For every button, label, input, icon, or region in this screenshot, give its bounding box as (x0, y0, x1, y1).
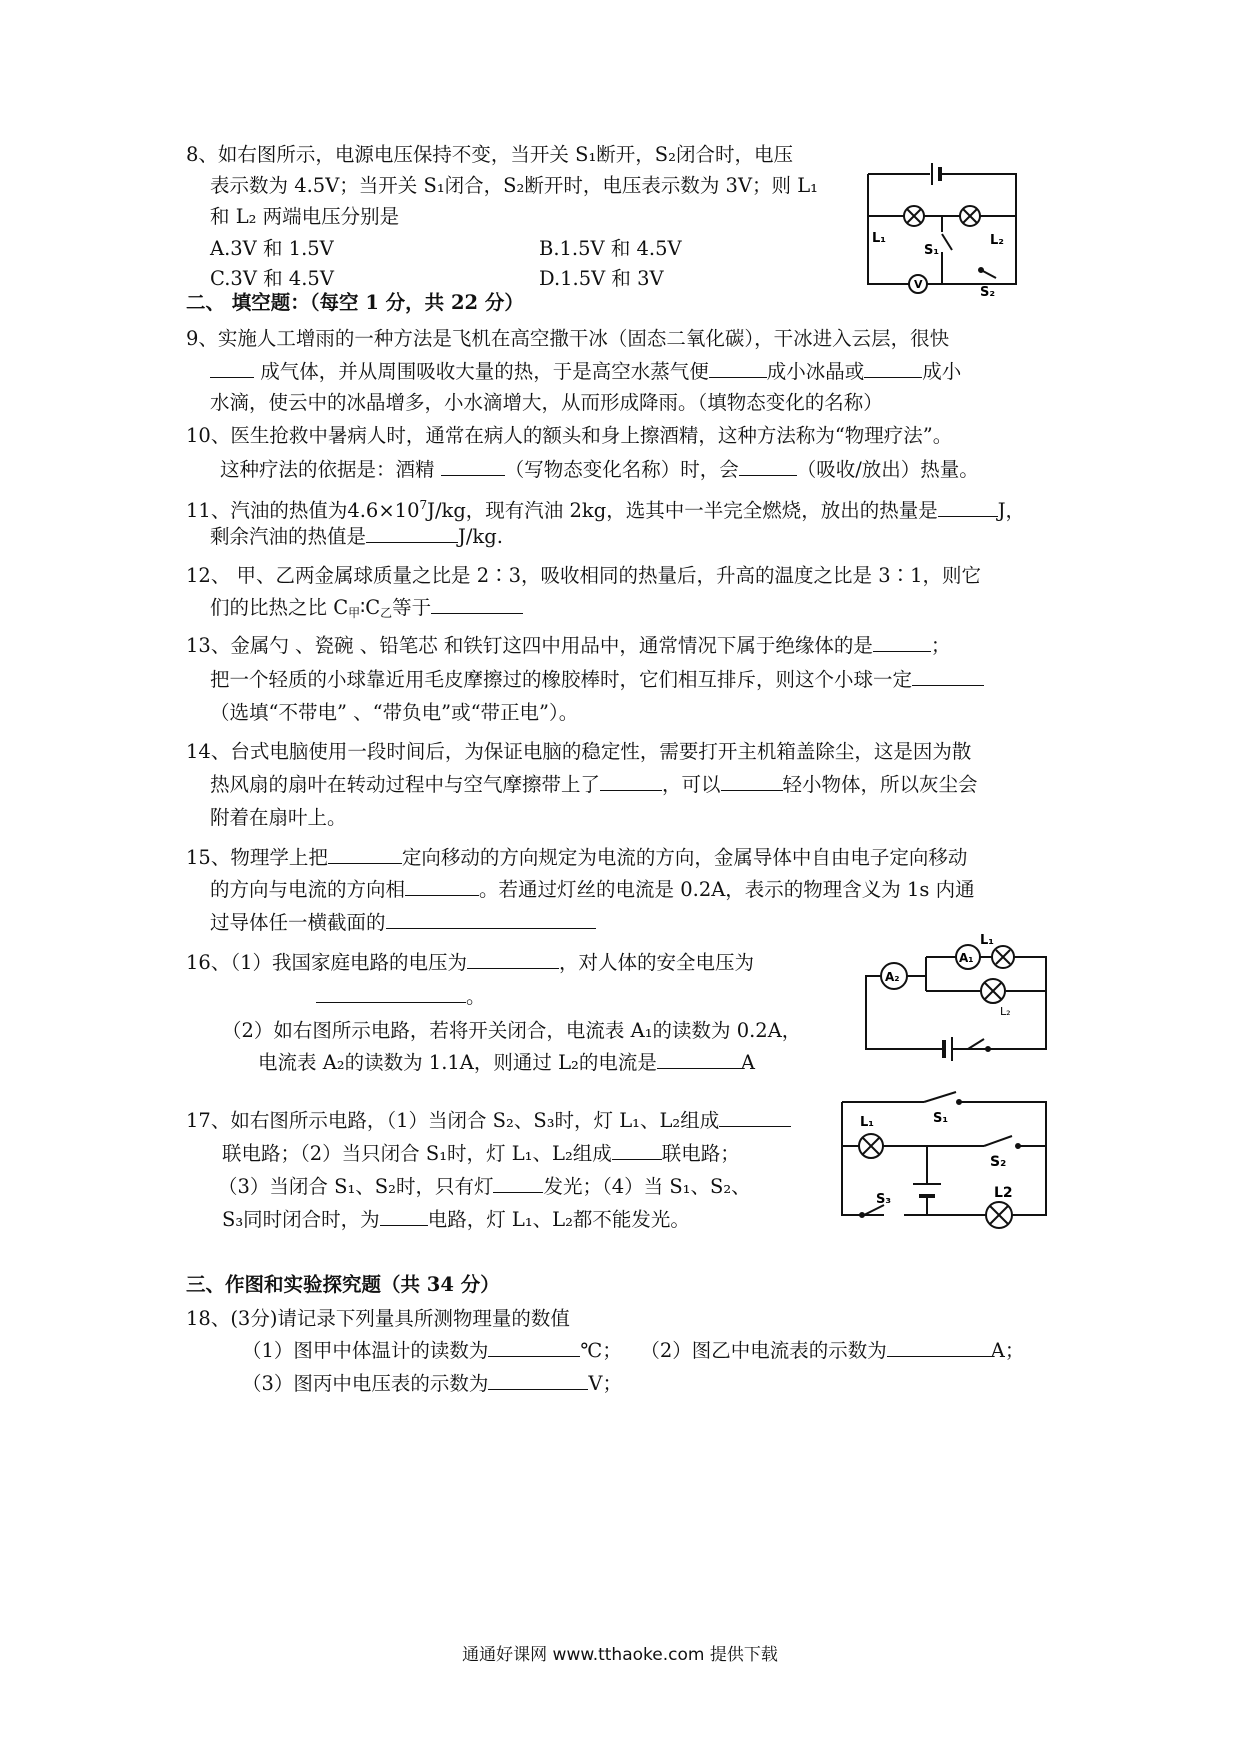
q8-line-2: 表示数为 4.5V；当开关 S₁闭合，S₂断开时，电压表示数为 3V；则 L₁ (210, 174, 818, 197)
q17-blank-2[interactable] (612, 1141, 662, 1160)
q8-fig-label-l1: L₁ (872, 231, 886, 246)
q8-fig-label-l2: L₂ (990, 233, 1004, 248)
q13-line-1: 13、金属勺 、瓷碗 、铅笔芯 和铁钉这四中用品中，通常情况下属于绝缘体的是 ； (186, 634, 951, 657)
q17-blank-4[interactable] (380, 1207, 428, 1226)
q18-line-2: （1）图甲中体温计的读数为 ℃； （2）图乙中电流表的示数为 A； (242, 1339, 1025, 1362)
q9-blank-2[interactable] (709, 359, 767, 378)
q13-line-3: （选填“不带电” 、“带负电”或“带正电”）。 (210, 701, 579, 724)
q12-blank[interactable] (431, 595, 523, 614)
q8-option-a: A.3V 和 1.5V (210, 237, 334, 260)
q14-line-3: 附着在扇叶上。 (210, 806, 347, 829)
q16-line-2: 。 (316, 984, 486, 1010)
q9-line-1: 9、实施人工增雨的一种方法是飞机在高空撒干冰（固态二氧化碳），干冰进入云层，很快 (186, 327, 950, 350)
q10-line-2: 这种疗法的依据是：酒精 （写物态变化名称）时，会 （吸收/放出）热量。 (220, 458, 979, 481)
q17-fig-label-l2: L2 (994, 1185, 1013, 1201)
q14-line-1: 14、台式电脑使用一段时间后，为保证电脑的稳定性，需要打开主机箱盖除尘，这是因为散 (186, 740, 972, 763)
q11-line-1: 11、汽油的热值为$4.6\times 10^7J/kg$，现有汽油 2kg，选其中一半完全燃烧，放出的热量是 J， (186, 498, 1026, 522)
section-2-heading: 二、 填空题：（每空 1 分，共 22 分） (186, 291, 524, 314)
q8-fig-label-s1: S₁ (924, 243, 940, 258)
q18-line-1: 18、(3分)请记录下列量具所测物理量的数值 (186, 1307, 570, 1330)
q17-blank-3[interactable] (493, 1174, 543, 1193)
q16-blank-1[interactable] (467, 950, 559, 969)
q16-line-3: （2）如右图所示电路，若将开关闭合，电流表 A₁的读数为 0.2A， (222, 1019, 802, 1042)
q8-option-c: C.3V 和 4.5V (210, 267, 334, 290)
q17-line-1: 17、如右图所示电路，（1）当闭合 S₂、S₃时，灯 L₁、L₂组成 (186, 1108, 791, 1134)
q16-fig-ammeter-a1: A₁ (959, 951, 974, 965)
q15-blank-3[interactable] (386, 910, 596, 929)
q15-blank-2[interactable] (405, 877, 479, 896)
q11-blank-2[interactable] (366, 524, 458, 543)
q15-blank-1[interactable] (328, 845, 402, 864)
q16-fig-label-l1: L₁ (980, 933, 994, 948)
q10-blank-2[interactable] (739, 457, 797, 476)
q16-blank-3[interactable] (657, 1050, 741, 1069)
q9-blank-3[interactable] (864, 359, 922, 378)
q18-blank-3[interactable] (488, 1371, 588, 1390)
q17-blank-1[interactable] (719, 1108, 791, 1127)
q17-fig-label-s2: S₂ (990, 1154, 1007, 1170)
q15-line-3: 过导体任一横截面的 (210, 910, 596, 936)
q17-line-3: （3）当闭合 S₁、S₂时，只有灯 发光；（4）当 S₁、S₂、 (218, 1175, 751, 1198)
q17-circuit-diagram (834, 1090, 1054, 1232)
q8-line-1: 8、如右图所示，电源电压保持不变，当开关 S₁断开，S₂闭合时，电压 (186, 143, 793, 166)
q15-line-2: 的方向与电流的方向相 。若通过灯丝的电流是 0.2A，表示的物理含义为 1s 内通 (210, 878, 975, 901)
q12-line-1: 12、 甲、乙两金属球质量之比是 2∶3，吸收相同的热量后，升高的温度之比是 3∶1，则它 (186, 564, 982, 587)
q14-line-2: 热风扇的扇叶在转动过程中与空气摩擦带上了 ，可以 轻小物体，所以灰尘会 (210, 773, 978, 796)
q12-line-2: 们的比热之比 $C_甲∶C_乙$等于 (210, 595, 523, 626)
q16-line-1: 16、（1）我国家庭电路的电压为 ，对人体的安全电压为 (186, 951, 754, 974)
q9-line-2: 成气体，并从周围吸收大量的热，于是高空水蒸气便 成小冰晶或 成小 (210, 359, 961, 385)
q18-line-3: （3）图丙中电压表的示数为 V； (242, 1372, 623, 1395)
q10-line-1: 10、医生抢救中暑病人时，通常在病人的额头和身上擦酒精，这种方法称为“物理疗法”。 (186, 424, 953, 447)
q8-fig-voltmeter-label: V (914, 278, 923, 291)
q14-blank-1[interactable] (600, 772, 662, 791)
q18-blank-2[interactable] (887, 1338, 991, 1357)
q17-line-4: S₃同时闭合时，为 电路，灯 L₁、L₂都不能发光。 (222, 1208, 690, 1231)
q17-line-2: 联电路；（2）当只闭合 S₁时，灯 L₁、L₂组成 联电路； (222, 1142, 740, 1165)
q9-blank-1[interactable] (210, 359, 254, 378)
q14-blank-2[interactable] (721, 772, 783, 791)
q11-blank-1[interactable] (938, 498, 998, 517)
q8-option-b: B.1.5V 和 4.5V (539, 237, 682, 260)
q13-blank-1[interactable] (873, 633, 931, 652)
q8-option-d: D.1.5V 和 3V (539, 267, 664, 290)
q17-fig-label-s3: S₃ (876, 1192, 892, 1207)
q18-blank-1[interactable] (488, 1338, 580, 1357)
q11-line-2: 剩余汽油的热值是 J/kg. (210, 525, 503, 548)
q16-line-4: 电流表 A₂的读数为 1.1A，则通过 L₂的电流是 A (258, 1051, 755, 1074)
q8-fig-label-s2: S₂ (980, 285, 996, 300)
q10-blank-1[interactable] (441, 457, 505, 476)
q16-fig-ammeter-a2: A₂ (885, 970, 900, 984)
footer-credit: 通通好课网 www.tthaoke.com 提供下载 (462, 1645, 778, 1665)
q13-blank-2[interactable] (912, 667, 984, 686)
q16-circuit-diagram (860, 933, 1052, 1065)
q17-fig-label-l1: L₁ (860, 1115, 874, 1130)
q16-fig-label-l2: L₂ (1000, 1005, 1011, 1018)
q16-blank-2[interactable] (316, 984, 466, 1003)
q13-line-2: 把一个轻质的小球靠近用毛皮摩擦过的橡胶棒时，它们相互排斥，则这个小球一定 (210, 667, 984, 693)
q8-circuit-diagram (860, 150, 1020, 300)
q17-fig-label-s1: S₁ (933, 1111, 949, 1126)
q15-line-1: 15、物理学上把 定向移动的方向规定为电流的方向，金属导体中自由电子定向移动 (186, 846, 968, 869)
q8-line-3: 和 L₂ 两端电压分别是 (210, 205, 400, 228)
q9-line-3: 水滴，使云中的冰晶增多，小水滴增大，从而形成降雨。（填物态变化的名称） (210, 391, 883, 414)
section-3-heading: 三、作图和实验探究题（共 34 分） (186, 1273, 500, 1296)
